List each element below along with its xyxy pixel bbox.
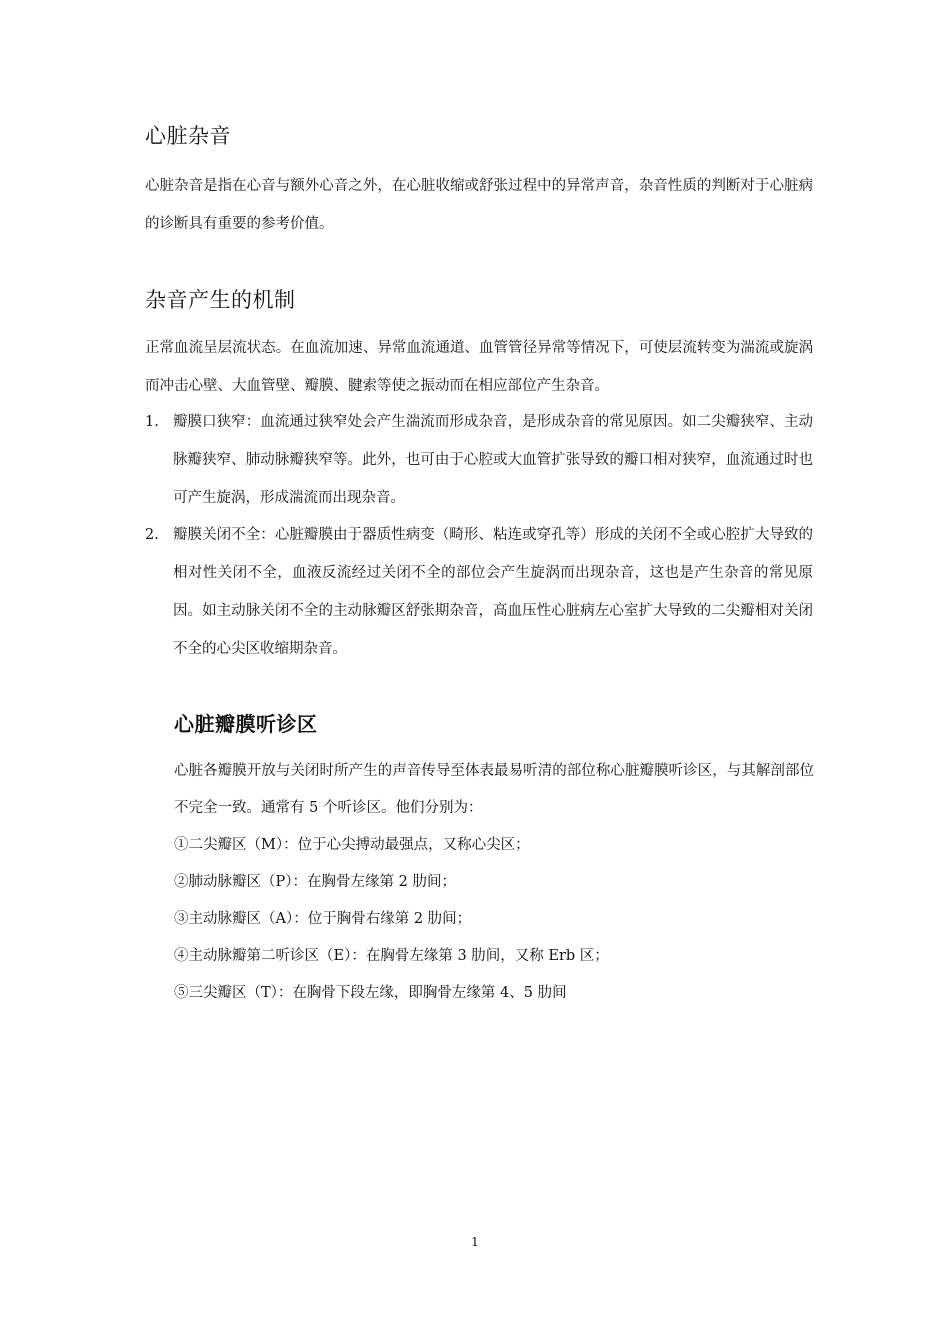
auscultation-heading: 心脏瓣膜听诊区 — [174, 712, 318, 736]
zone-erb: ④主动脉瓣第二听诊区（E）：在胸骨左缘第 3 肋间，又称 Erb 区； — [174, 948, 609, 964]
list-item-number: 1. — [145, 414, 159, 430]
list-item-text: 瓣膜关闭不全：心脏瓣膜由于器质性病变（畸形、粘连或穿孔等）形成的关闭不全或心腔扩大导致的相对性关闭不全，血液反流经过关闭不全的部位会产生旋涡而出现杂音，这也是产生杂音的常见原因。如主动脉关闭不全的主动脉瓣区舒张期杂音，高血压性心脏病左心室扩大导致的二尖瓣相对关闭不全的心尖区收缩期杂音。 — [173, 527, 813, 657]
auscultation-intro-paragraph: 心脏各瓣膜开放与关闭时所产生的声音传导至体表最易听清的部位称心脏瓣膜听诊区，与其解剖部位不完全一致。通常有 5 个听诊区。他们分别为： — [174, 763, 814, 816]
mechanism-heading: 杂音产生的机制 — [145, 288, 296, 312]
list-item-text: 瓣膜口狭窄：血流通过狭窄处会产生湍流而形成杂音，是形成杂音的常见原因。如二尖瓣狭窄、主动脉瓣狭窄、肺动脉瓣狭窄等。此外，也可由于心腔或大血管扩张导致的瓣口相对狭窄，血流通过时也可产生旋涡，形成湍流而出现杂音。 — [173, 414, 813, 506]
zone-tricuspid: ⑤三尖瓣区（T）：在胸骨下段左缘，即胸骨左缘第 4、5 肋间 — [174, 985, 567, 1001]
list-item — [145, 403, 813, 517]
page-number: 1 — [471, 1235, 479, 1249]
zone-mitral: ①二尖瓣区（M）：位于心尖搏动最强点，又称心尖区； — [174, 837, 530, 853]
page-title: 心脏杂音 — [145, 124, 231, 148]
zone-pulmonary: ②肺动脉瓣区（P）：在胸骨左缘第 2 肋间； — [174, 874, 456, 890]
zone-aortic: ③主动脉瓣区（A）：位于胸骨右缘第 2 肋间； — [174, 911, 472, 927]
intro-paragraph: 心脏杂音是指在心音与额外心音之外，在心脏收缩或舒张过程中的异常声音，杂音性质的判断对于心脏病的诊断具有重要的参考价值。 — [145, 178, 813, 232]
mechanism-intro-paragraph: 正常血流呈层流状态。在血流加速、异常血流通道、血管管径异常等情况下，可使层流转变为湍流或旋涡而冲击心壁、大血管壁、瓣膜、腱索等使之振动而在相应部位产生杂音。 — [145, 340, 813, 394]
list-item — [145, 516, 813, 668]
list-item-number: 2. — [145, 527, 159, 543]
